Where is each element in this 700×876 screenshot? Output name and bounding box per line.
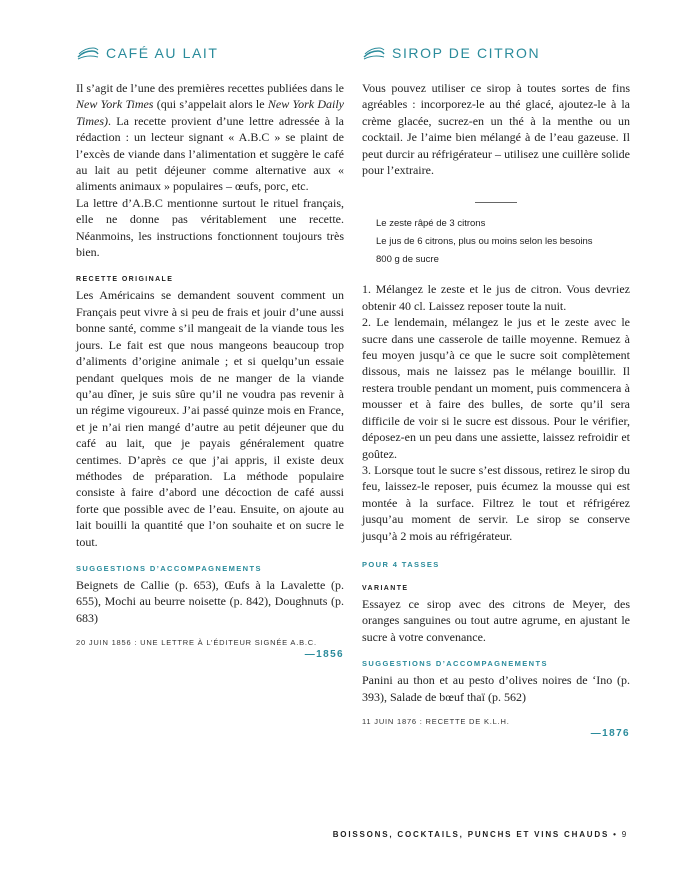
recipe-year: —1856 bbox=[304, 649, 344, 661]
recipe-intro-continued: La lettre d’A.B.C mentionne surtout le rituel français, elle ne donne pas véritablement une recette. Néanmoins, les instructions fonctionnent toujours très bien. bbox=[76, 195, 344, 260]
step-1: 1. Mélangez le zeste et le jus de citron. Vous devriez obtenir 40 cl. Laissez reposer toute la nuit. bbox=[362, 282, 630, 313]
recipe-title: SIROP DE CITRON bbox=[392, 45, 541, 61]
footer-section-title: BOISSONS, COCKTAILS, PUNCHS ET VINS CHAUDS bbox=[332, 830, 610, 839]
suggestions-text: Beignets de Callie (p. 653), Œufs à la Lavalette (p. 655), Mochi au beurre noisette (p. 842), Doughnuts (p. 683) bbox=[76, 577, 344, 625]
ingredient-item: 800 g de sucre bbox=[376, 254, 439, 266]
step-2: 2. Le lendemain, mélangez le jus et le zeste avec le sucre dans une casserole de taille moyenne. Remuez à feu moyen jusqu’à ce que le sucre soit complètement dissous, mais ne laissez pas le mélange bouillir. Il restera trouble pendant un moment, puis commencera à mousser et à faire des bulles, de sorte qu’il sera difficile de voir si le sucre est dissous. Pour le vérifier, déposez-en un peu dans une assiette, laissez refroidir et goûtez. bbox=[362, 315, 630, 461]
ingredient-item: Le zeste râpé de 3 citrons bbox=[376, 218, 486, 230]
step-3: 3. Lorsque tout le sucre s’est dissous, retirez le sirop du feu, laissez-le reposer, puis écumez la mousse qui est montée à la surface. Filtrez le tout et réfrigérez jusqu’au moment de servir. Le sirop se conserve jusqu’à 2 mois au réfrigérateur. bbox=[362, 462, 630, 543]
footer-bullet: • bbox=[613, 830, 618, 839]
wave-ornament-icon bbox=[362, 45, 386, 61]
page-number: 9 bbox=[621, 830, 628, 839]
original-recipe-text: Les Américains se demandent souvent comment un Français peut vivre à si peu de frais et jouir d’une aussi bonne santé, comme s’il mangeait de la viande tous les jours. Le fait est que nous mangeons beaucoup trop d’aliments d’origine animale ; et si quelqu’un essaie pendant quelques mois de ne manger de la viande qu’au dîner, je suis sûre qu’il ne voudra pas revenir à un régime vigoureux. J’ai passé quinze mois en France, et je n’ai rien mangé d’autre au petit déjeuner que du café au lait, que je payais généralement quatre centimes. D’après ce que j’ai appris, il existe deux méthodes de préparation. La méthode populaire consiste à faire d’abord une décoction de café aussi forte que possible avec de l’eau. Ensuite, on ajoute au lait bouilli la quantité que l’on souhaite et on sucre le tout. bbox=[76, 288, 344, 549]
recipe-intro: Vous pouvez utiliser ce sirop à toutes sortes de fins agréables : incorporez-le au thé glacé, ajoutez-le à la crème glacée, sucrez-en un thé à la menthe ou un cocktail. Je l’aime bien mélangé à de l’eau gazeuse. Il peut durcir au réfrigérateur – utilisez une cuillère solide pour l’extraire. bbox=[362, 81, 630, 178]
source-date: 20 JUIN 1856 : UNE LETTRE À L’ÉDITEUR SIGNÉE A.B.C. bbox=[76, 638, 317, 648]
suggestions-heading: SUGGESTIONS D’ACCOMPAGNEMENTS bbox=[76, 563, 262, 573]
suggestions-text: Panini au thon et au pesto d’olives noires de ‘Ino (p. 393), Salade de bœuf thaï (p. 562) bbox=[362, 673, 630, 704]
recipe-intro: Il s’agit de l’une des premières recettes publiées dans le New York Times (qui s’appelait alors le New York Daily Times). La recette provient d’une lettre adressée à la rédaction : un lecteur signant « A.B.C » se plaint de l’excès de viande dans l’alimentation et suggère le café au lait au petit déjeuner comme alternative aux « aliments animaux » populaires – œufs, porc, etc. bbox=[76, 81, 345, 194]
original-recipe-heading: RECETTE ORIGINALE bbox=[76, 276, 174, 284]
ingredient-list bbox=[362, 215, 630, 269]
recipe-title-row bbox=[76, 40, 344, 66]
yield: POUR 4 TASSES bbox=[362, 559, 440, 569]
recipe-title: CAFÉ AU LAIT bbox=[106, 45, 219, 61]
source-date: 11 JUIN 1876 : RECETTE DE K.L.H. bbox=[362, 716, 510, 726]
ingredient-item: Le jus de 6 citrons, plus ou moins selon les besoins bbox=[376, 236, 593, 248]
page-footer bbox=[333, 830, 628, 839]
recipe-title-row bbox=[362, 40, 630, 66]
variant-heading: VARIANTE bbox=[362, 584, 409, 592]
variant-text: Essayez ce sirop avec des citrons de Meyer, des oranges sanguines ou tout autre agrume, en ajustant le sucre à votre convenance. bbox=[362, 596, 630, 644]
recipe-sirop-de-citron bbox=[362, 40, 630, 739]
recipe-cafe-au-lait bbox=[76, 40, 344, 660]
wave-ornament-icon bbox=[76, 45, 100, 61]
suggestions-heading: SUGGESTIONS D’ACCOMPAGNEMENTS bbox=[362, 659, 548, 669]
recipe-year: —1876 bbox=[590, 727, 630, 739]
divider bbox=[475, 202, 517, 203]
